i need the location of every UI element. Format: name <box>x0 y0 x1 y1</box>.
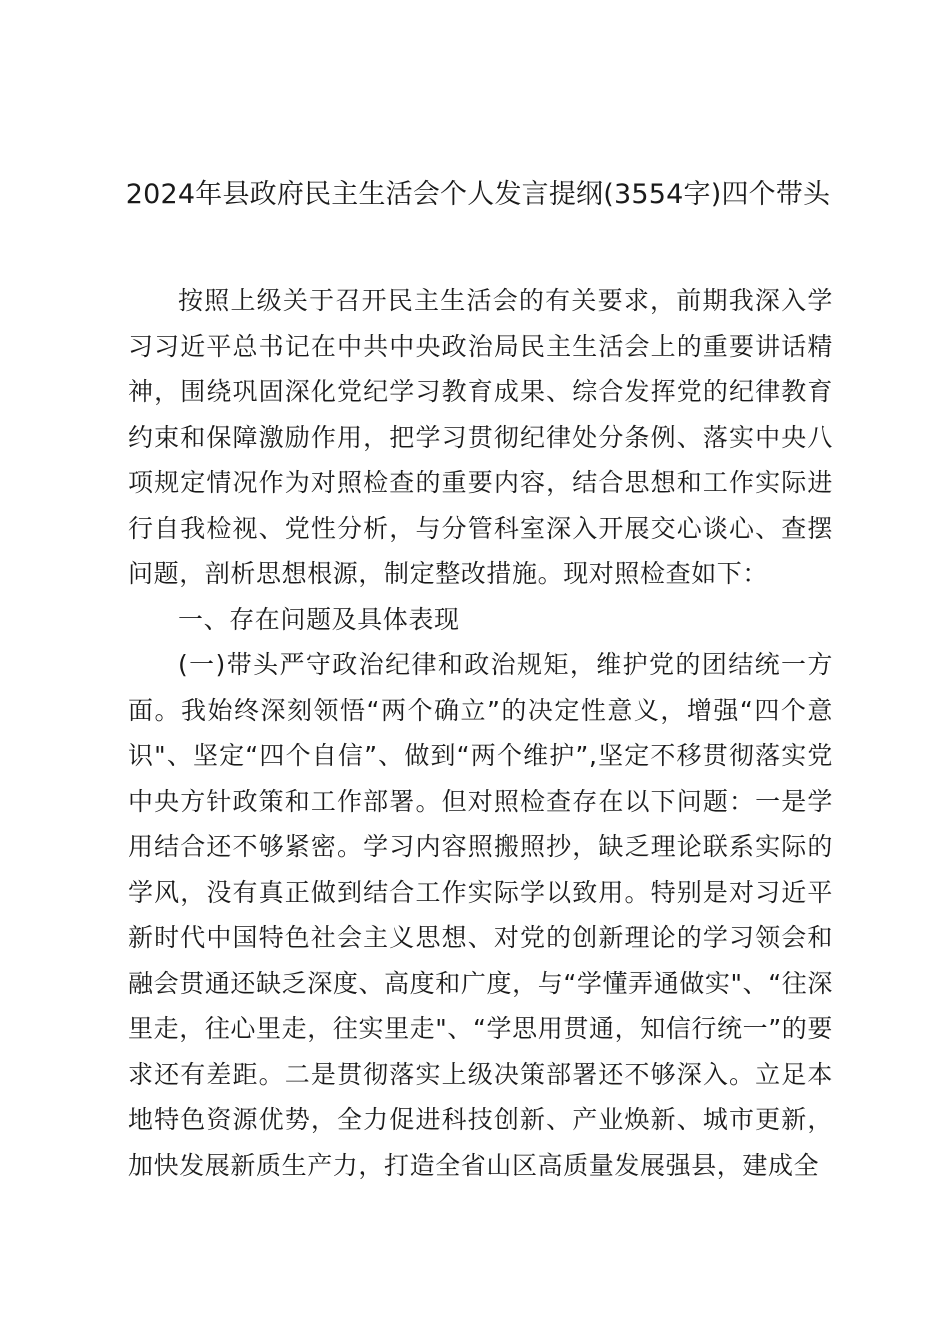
intro-paragraph: 按照上级关于召开民主生活会的有关要求，前期我深入学习习近平总书记在中共中央政治局民主生活会上的重要讲话精神，围绕巩固深化党纪学习教育成果、综合发挥党的纪律教育约束和保障激励作用，把学习贯彻纪律处分条例、落实中央八项规定情况作为对照检查的重要内容，结合思想和工作实际进行自我检视、党性分析，与分管科室深入开展交心谈心、查摆问题，剖析思想根源，制定整改措施。现对照检查如下： <box>128 286 833 588</box>
document-body <box>128 278 833 1188</box>
document-title: 2024年县政府民主生活会个人发言提纲(3554字)四个带头 <box>125 179 831 210</box>
section-heading: 一、存在问题及具体表现 <box>178 604 460 634</box>
body-paragraph: (一)带头严守政治纪律和政治规矩，维护党的团结统一方面。我始终深刻领悟“两个确立”的决定性意义，增强“四个意识"、坚定“四个自信”、做到“两个维护”,坚定不移贯彻落实党中央方针政策和工作部署。但对照检查存在以下问题：一是学用结合还不够紧密。学习内容照搬照抄，缺乏理论联系实际的学风，没有真正做到结合工作实际学以致用。特别是对习近平新时代中国特色社会主义思想、对党的创新理论的学习领会和融会贯通还缺乏深度、高度和广度，与“学懂弄通做实"、“往深里走，往心里走，往实里走"、“学思用贯通，知信行统一”的要求还有差距。二是贯彻落实上级决策部署还不够深入。立足本地特色资源优势，全力促进科技创新、产业焕新、城市更新，加快发展新质生产力，打造全省山区高质量发展强县，建成全 <box>128 650 833 1180</box>
